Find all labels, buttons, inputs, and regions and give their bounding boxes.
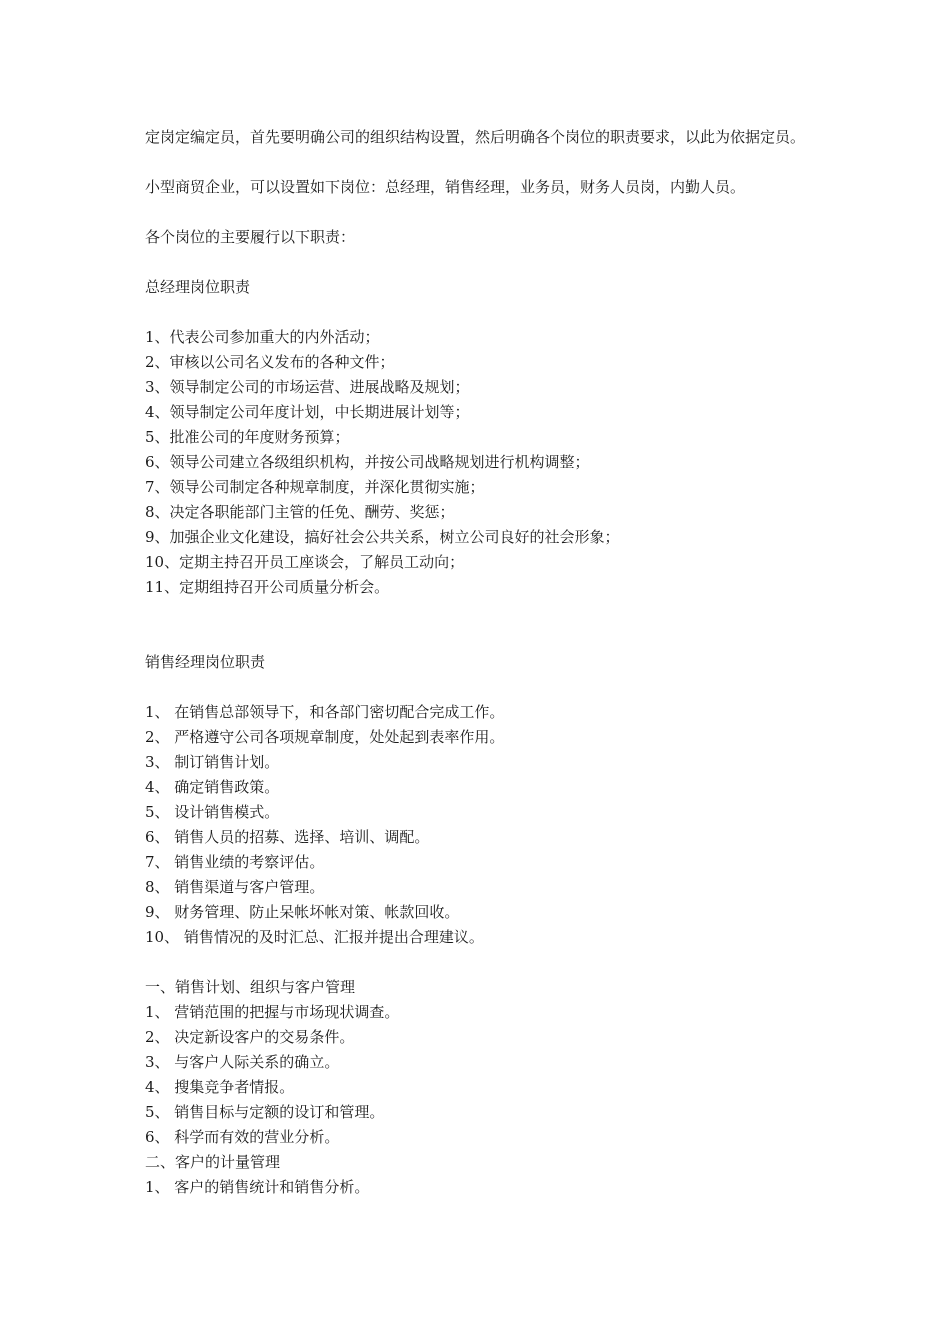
section-1-list [145, 1000, 825, 1150]
list-item: 10、定期主持召开员工座谈会，了解员工动向； [145, 553, 465, 571]
list-item: 11、定期组持召开公司质量分析会。 [145, 578, 390, 596]
list-item: 3、领导制定公司的市场运营、进展战略及规划； [145, 378, 470, 396]
gm-heading: 总经理岗位职责 [145, 278, 251, 296]
intro-paragraph-2: 小型商贸企业，可以设置如下岗位：总经理，销售经理，业务员，财务人员岗，内勤人员。 [145, 178, 746, 196]
list-item: 8、 销售渠道与客户管理。 [145, 878, 325, 896]
list-item: 2、 严格遵守公司各项规章制度，处处起到表率作用。 [145, 728, 505, 746]
list-item: 4、 确定销售政策。 [145, 778, 280, 796]
intro-paragraph-3: 各个岗位的主要履行以下职责： [145, 228, 356, 246]
list-item: 9、 财务管理、防止呆帐坏帐对策、帐款回收。 [145, 903, 460, 921]
sm-duties-list [145, 700, 825, 950]
list-item: 5、 设计销售模式。 [145, 803, 280, 821]
list-item: 10、 销售情况的及时汇总、汇报并提出合理建议。 [145, 928, 484, 946]
list-item: 1、代表公司参加重大的内外活动； [145, 328, 380, 346]
list-item: 4、 搜集竞争者情报。 [145, 1078, 295, 1096]
section-2-heading: 二、客户的计量管理 [145, 1153, 281, 1171]
list-item: 2、审核以公司名义发布的各种文件； [145, 353, 395, 371]
list-item: 3、 制订销售计划。 [145, 753, 280, 771]
list-item: 9、加强企业文化建设，搞好社会公共关系，树立公司良好的社会形象； [145, 528, 620, 546]
gm-duties-list [145, 325, 825, 600]
list-item: 5、批准公司的年度财务预算； [145, 428, 350, 446]
document-page [145, 125, 825, 1200]
intro-paragraph-1: 定岗定编定员，首先要明确公司的组织结构设置，然后明确各个岗位的职责要求，以此为依据定员。 [145, 128, 806, 146]
list-item: 4、领导制定公司年度计划，中长期进展计划等； [145, 403, 470, 421]
section-1-heading: 一、销售计划、组织与客户管理 [145, 978, 356, 996]
list-item: 3、 与客户人际关系的确立。 [145, 1053, 340, 1071]
section-2-list [145, 1175, 825, 1200]
list-item: 2、 决定新设客户的交易条件。 [145, 1028, 355, 1046]
list-item: 8、决定各职能部门主管的任免、酬劳、奖惩； [145, 503, 455, 521]
list-item: 1、 营销范围的把握与市场现状调查。 [145, 1003, 400, 1021]
list-item: 6、领导公司建立各级组织机构，并按公司战略规划进行机构调整； [145, 453, 590, 471]
list-item: 7、领导公司制定各种规章制度，并深化贯彻实施； [145, 478, 485, 496]
sm-heading: 销售经理岗位职责 [145, 653, 266, 671]
list-item: 1、 客户的销售统计和销售分析。 [145, 1178, 370, 1196]
list-item: 6、 销售人员的招募、选择、培训、调配。 [145, 828, 430, 846]
list-item: 6、 科学而有效的营业分析。 [145, 1128, 340, 1146]
list-item: 1、 在销售总部领导下，和各部门密切配合完成工作。 [145, 703, 505, 721]
list-item: 5、 销售目标与定额的设订和管理。 [145, 1103, 385, 1121]
list-item: 7、 销售业绩的考察评估。 [145, 853, 325, 871]
